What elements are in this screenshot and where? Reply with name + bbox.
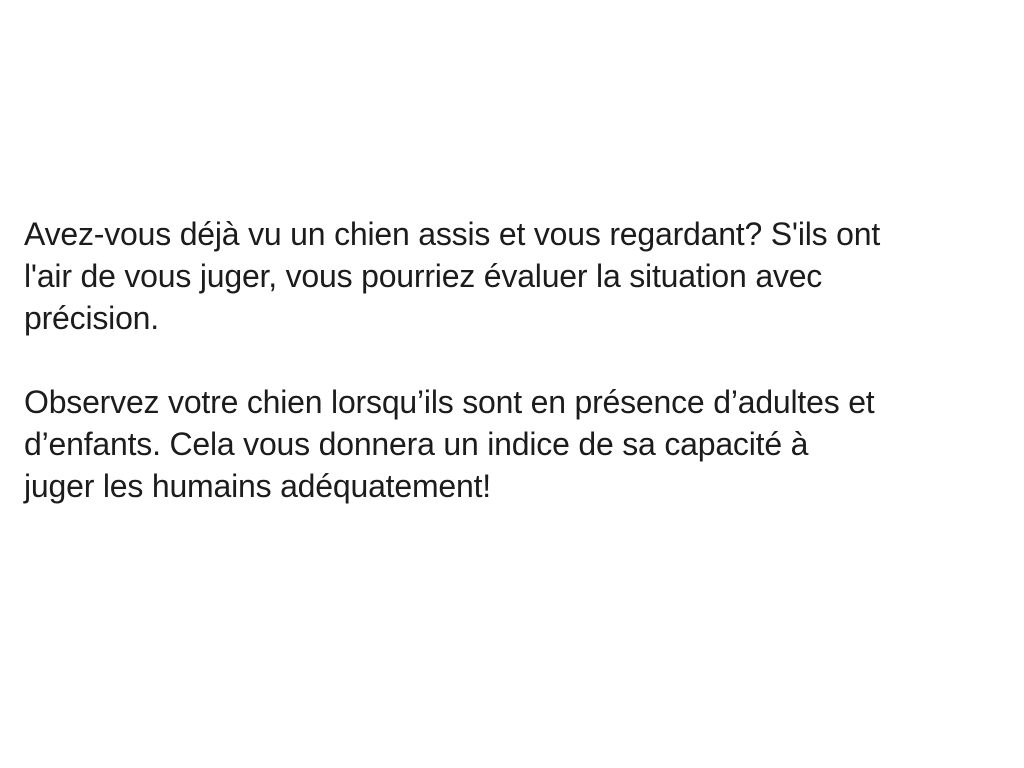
text-line: d’enfants. Cela vous donnera un indice de sa capacité à bbox=[24, 426, 809, 462]
text-line: juger les humains adéquatement! bbox=[24, 468, 491, 504]
text-line: Observez votre chien lorsqu’ils sont en présence d’adultes et bbox=[24, 384, 875, 420]
paragraph-1 bbox=[24, 213, 1000, 339]
paragraph-2 bbox=[24, 381, 1000, 507]
text-line: l'air de vous juger, vous pourriez évaluer la situation avec bbox=[24, 258, 823, 294]
text-line: Avez-vous déjà vu un chien assis et vous regardant? S'ils ont bbox=[24, 216, 881, 252]
text-line: précision. bbox=[24, 300, 159, 336]
